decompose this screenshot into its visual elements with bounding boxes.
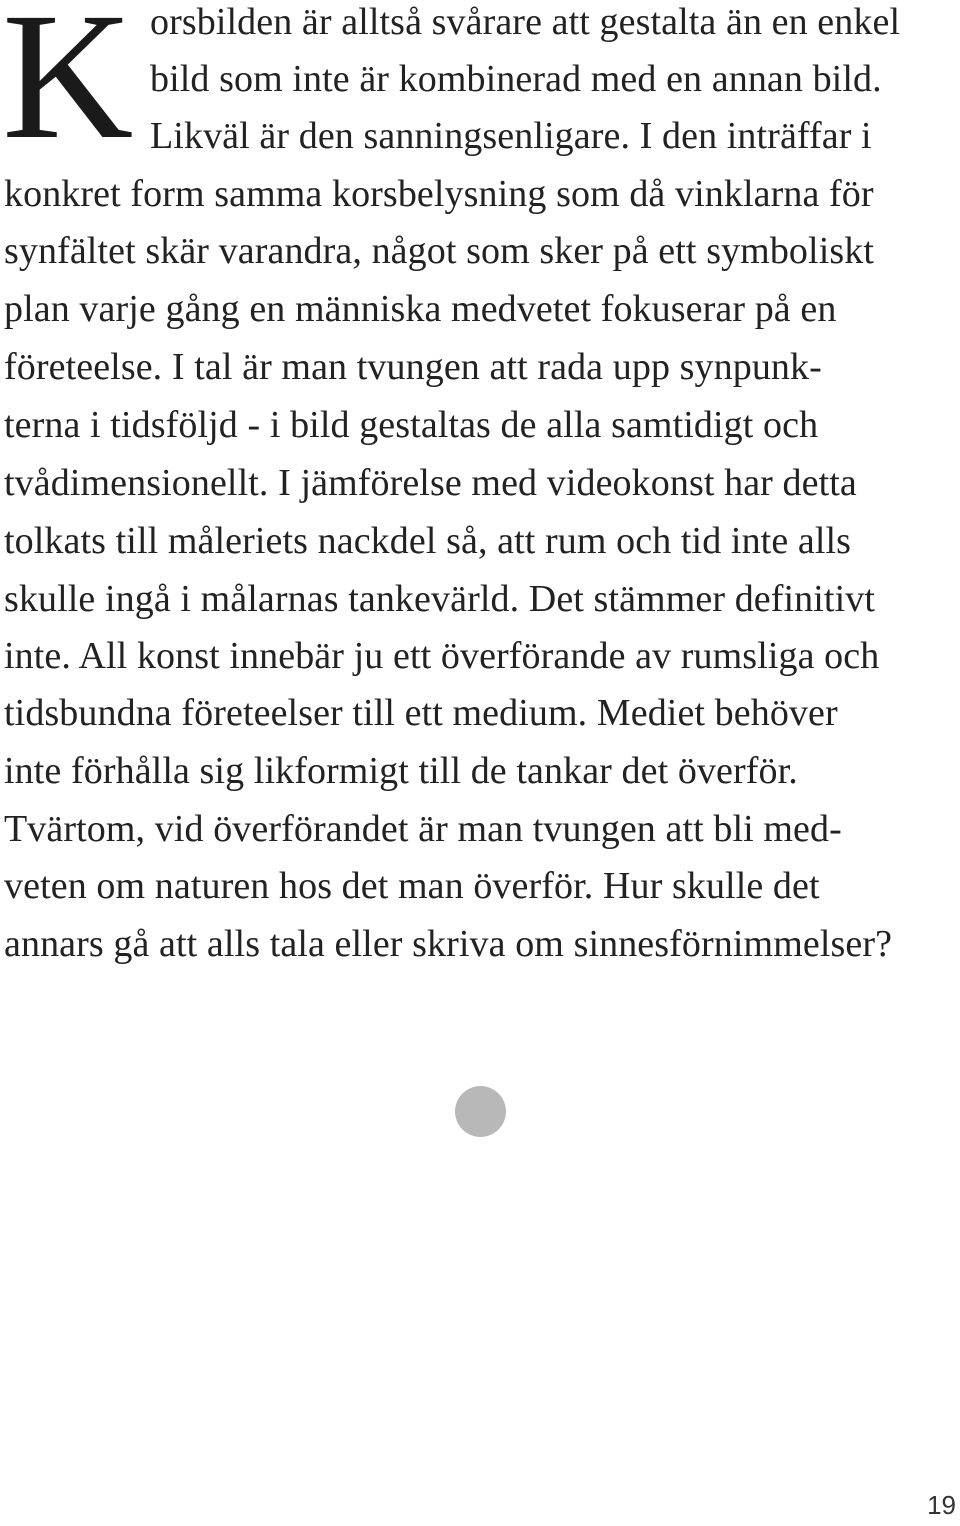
text-line: annars gå att alls tala eller skriva om sinnesförnimmelser? [4,923,893,965]
text-line: Tvärtom, vid överförandet är man tvungen att bli med- [4,808,842,850]
text-line: terna i tidsföljd - i bild gestaltas de alla samtidigt och [4,404,819,446]
text-line: företeelse. I tal är man tvungen att rada upp synpunk- [4,346,822,388]
text-line: plan varje gång en människa medvetet fokuserar på en [4,288,837,330]
text-line: bild som inte är kombinerad med en annan bild. [150,58,882,100]
text-line: skulle ingå i målarnas tankevärld. Det stämmer definitivt [4,578,875,620]
text-line: konkret form samma korsbelysning som då vinklarna för [4,173,874,215]
text-line: orsbilden är alltså svårare att gestalta än en enkel [150,1,901,43]
drop-cap: K [2,0,134,177]
text-line: synfältet skär varandra, något som sker på ett symboliskt [4,230,874,272]
text-line: inte. All konst innebär ju ett överförande av rumsliga och [4,635,880,677]
text-line: veten om naturen hos det man överför. Hur skulle det [4,865,820,907]
page-number: 19 [927,1490,956,1520]
ornament-dot [455,1086,506,1137]
text-line: inte förhålla sig likformigt till de tankar det överför. [4,750,798,792]
text-line: tvådimensionellt. I jämförelse med videokonst har detta [4,462,857,504]
text-line: Likväl är den sanningsenligare. I den inträffar i [150,115,872,157]
text-line: tolkats till måleriets nackdel så, att rum och tid inte alls [4,520,852,562]
text-line: tidsbundna företeelser till ett medium. Mediet behöver [4,692,838,734]
